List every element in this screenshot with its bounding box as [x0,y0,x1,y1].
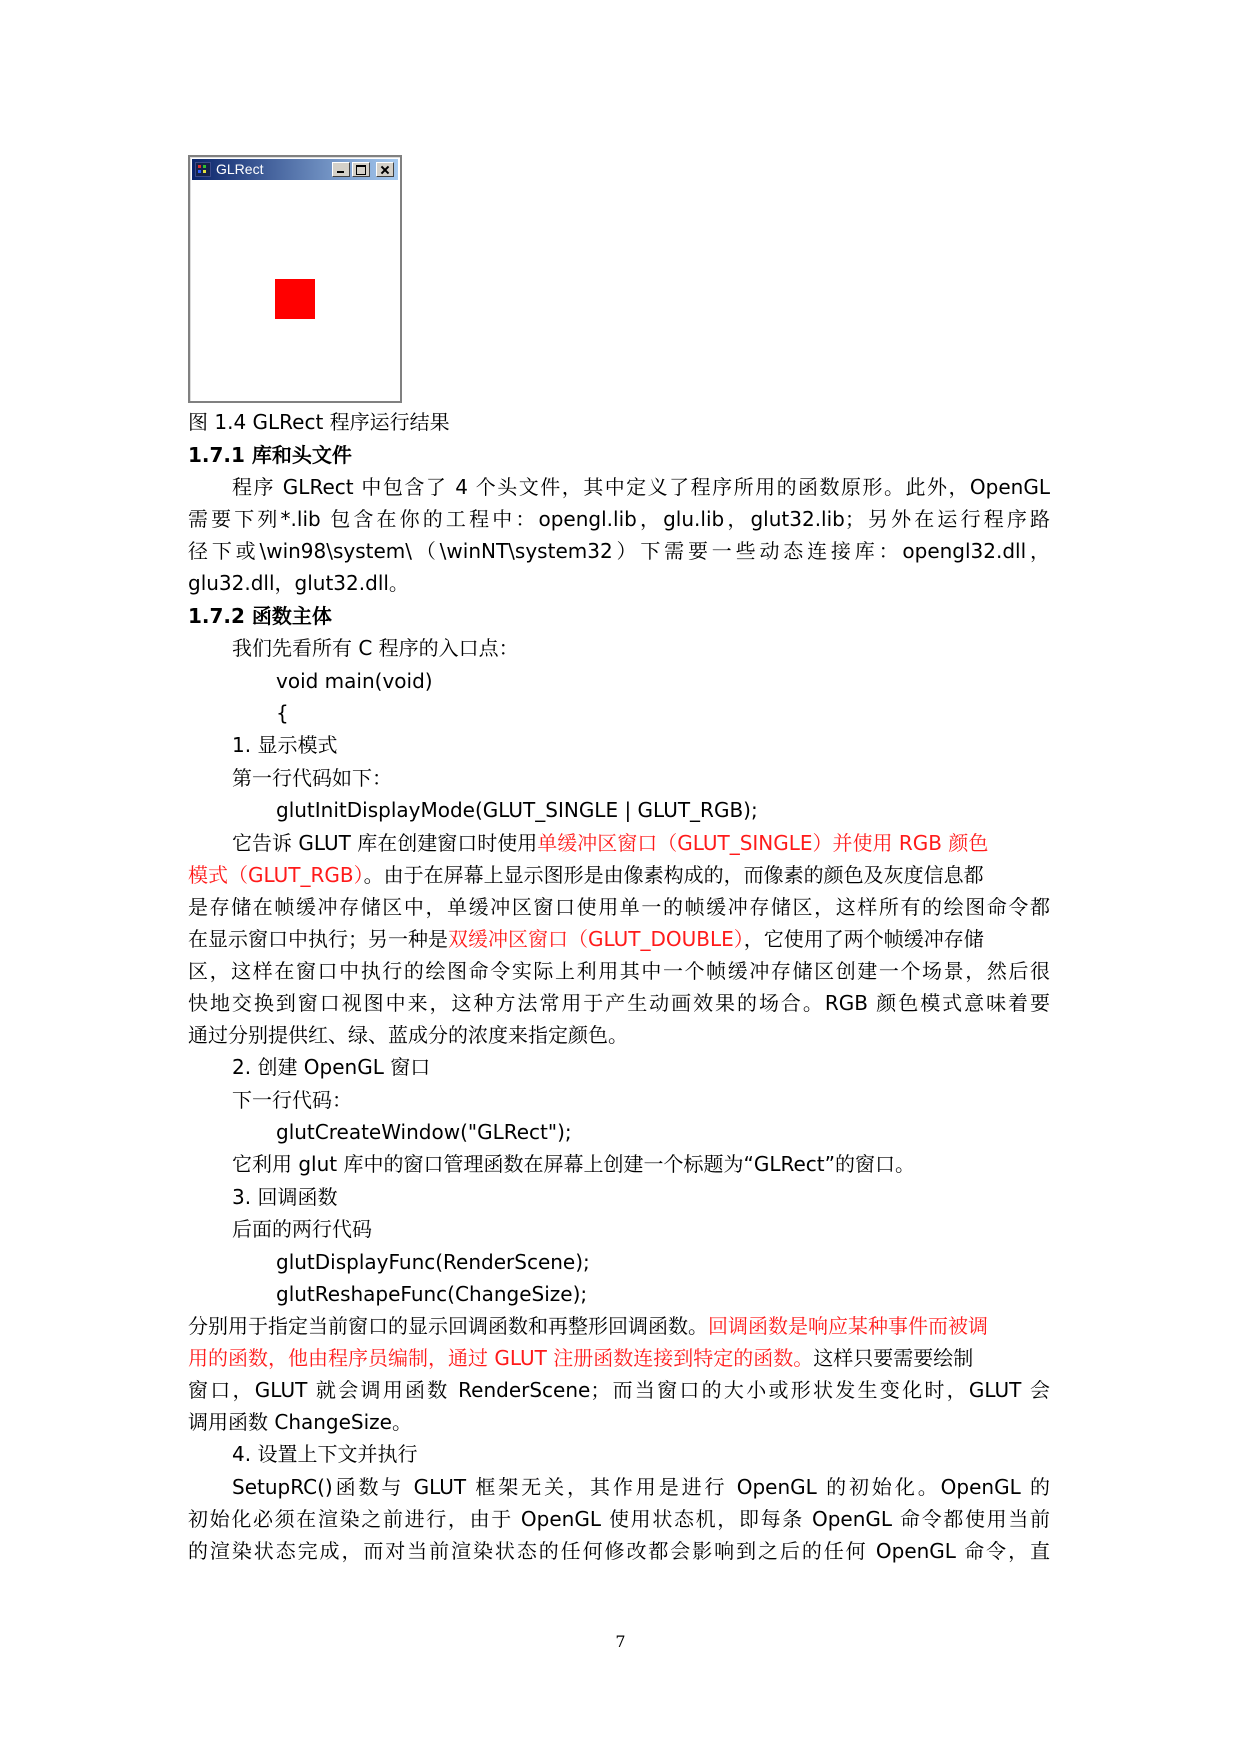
highlighted-text: 模式（GLUT_RGB） [188,863,364,887]
section-heading-172: 1.7.2 函数主体 [188,604,332,628]
figure-caption: 图 1.4 GLRect 程序运行结果 [188,410,450,434]
maximize-icon [352,162,370,177]
paragraph-line: 的渲染状态完成，而对当前渲染状态的任何修改都会影响到之后的任何 OpenGL 命令，直 [188,1539,1050,1563]
code-line: { [276,701,289,725]
section-heading-171: 1.7.1 库和头文件 [188,443,352,467]
list-item-title: 3. 回调函数 [232,1185,338,1209]
paragraph-line: 第一行代码如下： [232,766,392,790]
paragraph-line: 程序 GLRect 中包含了 4 个头文件，其中定义了程序所用的函数原形。此外，OpenGL [232,475,1050,499]
paragraph-line: 后面的两行代码 [232,1217,372,1241]
highlighted-text: 单缓冲区窗口（GLUT_SINGLE）并使用 RGB 颜色 [537,831,989,855]
highlighted-text: 回调函数是响应某种事件而被调 [708,1314,988,1338]
code-line: glutReshapeFunc(ChangeSize); [276,1282,588,1306]
code-line: void main(void) [276,669,433,693]
list-item-title: 1. 显示模式 [232,733,338,757]
close-icon [376,162,394,177]
list-item-title: 4. 设置上下文并执行 [232,1442,418,1466]
paragraph-line: 用的函数，他由程序员编制，通过 GLUT 注册函数连接到特定的函数。这样只要需要绘制 [188,1346,974,1370]
paragraph-line: 是存储在帧缓冲存储区中，单缓冲区窗口使用单一的帧缓冲存储区，这样所有的绘图命令都 [188,895,1050,919]
minimize-icon [332,162,350,177]
paragraph-line: 模式（GLUT_RGB）。由于在屏幕上显示图形是由像素构成的，而像素的颜色及灰度信息都 [188,863,984,887]
paragraph-line: glu32.dll，glut32.dll。 [188,571,409,595]
paragraph-line: 调用函数 ChangeSize。 [188,1410,412,1434]
paragraph-line: 它告诉 GLUT 库在创建窗口时使用单缓冲区窗口（GLUT_SINGLE）并使用 RGB 颜色 [232,831,989,855]
list-item-title: 2. 创建 OpenGL 窗口 [232,1055,431,1079]
paragraph-line: 我们先看所有 C 程序的入口点： [232,636,519,660]
window-titlebar [192,159,398,180]
paragraph-line: SetupRC()函数与 GLUT 框架无关，其作用是进行 OpenGL 的初始化。OpenGL 的 [232,1475,1050,1499]
paragraph-line: 快地交换到窗口视图中来，这种方法常用于产生动画效果的场合。RGB 颜色模式意味着要 [188,991,1050,1015]
app-icon [195,162,211,177]
paragraph-line: 窗口，GLUT 就会调用函数 RenderScene；而当窗口的大小或形状发生变化时，GLUT 会 [188,1378,1050,1402]
code-line: glutInitDisplayMode(GLUT_SINGLE | GLUT_RGB); [276,798,758,822]
paragraph-line: 下一行代码： [232,1088,352,1112]
code-line: glutCreateWindow("GLRect"); [276,1120,572,1144]
paragraph-line: 径下或\win98\system\（\winNT\system32）下需要一些动态连接库：opengl32.dll， [188,539,1050,563]
window-title: GLRect [216,161,264,177]
highlighted-text: 双缓冲区窗口（GLUT_DOUBLE） [448,927,744,951]
paragraph-line: 需要下列*.lib 包含在你的工程中：opengl.lib，glu.lib，glut32.lib；另外在运行程序路 [188,507,1050,531]
highlighted-text: 用的函数，他由程序员编制，通过 GLUT 注册函数连接到特定的函数。 [188,1346,814,1370]
paragraph-line: 它利用 glut 库中的窗口管理函数在屏幕上创建一个标题为“GLRect”的窗口。 [232,1152,915,1176]
paragraph-line: 区，这样在窗口中执行的绘图命令实际上利用其中一个帧缓冲存储区创建一个场景，然后很 [188,959,1050,983]
code-line: glutDisplayFunc(RenderScene); [276,1250,590,1274]
paragraph-line: 在显示窗口中执行；另一种是双缓冲区窗口（GLUT_DOUBLE），它使用了两个帧缓冲存储 [188,927,984,951]
red-square [275,279,315,319]
paragraph-line: 通过分别提供红、绿、蓝成分的浓度来指定颜色。 [188,1023,628,1047]
glrect-window-screenshot [188,155,402,403]
page-number: 7 [615,1632,626,1651]
paragraph-line: 分别用于指定当前窗口的显示回调函数和再整形回调函数。回调函数是响应某种事件而被调 [188,1314,988,1338]
paragraph-line: 初始化必须在渲染之前进行，由于 OpenGL 使用状态机，即每条 OpenGL 命令都使用当前 [188,1507,1050,1531]
